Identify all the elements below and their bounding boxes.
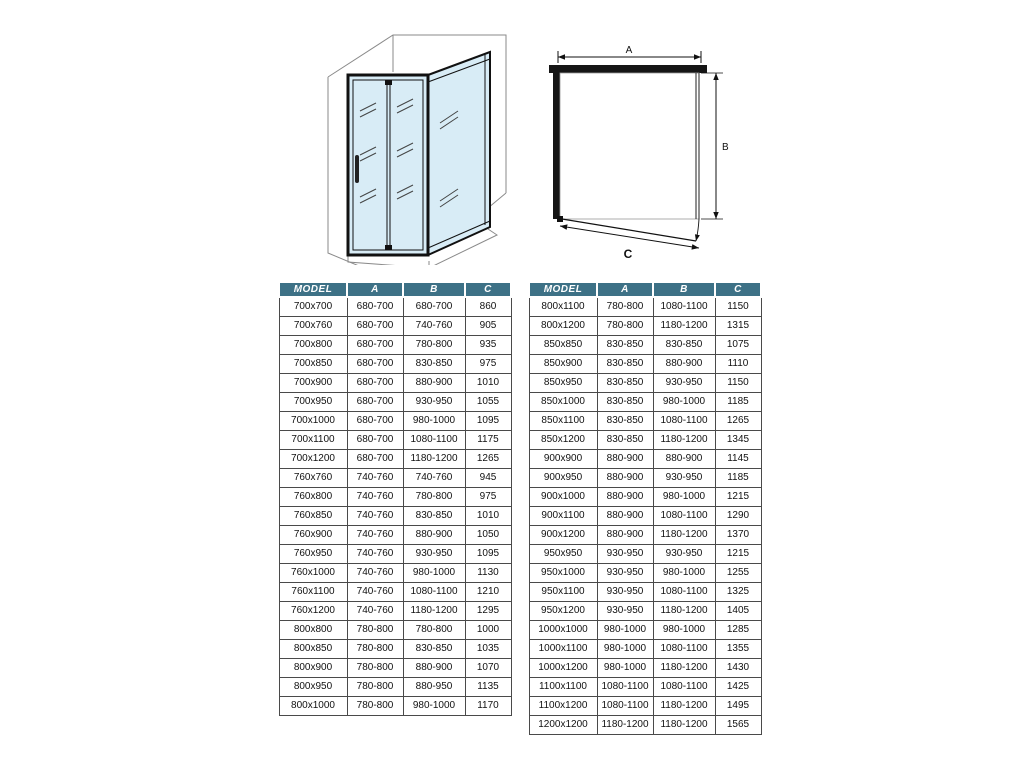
model-cell: 1000x1000 [529, 620, 597, 639]
dimension-a-label: A [625, 45, 633, 56]
a-cell: 740-760 [347, 506, 403, 525]
table-row [529, 411, 761, 430]
a-cell: 930-950 [597, 544, 653, 563]
a-cell: 930-950 [597, 601, 653, 620]
size-table-right [528, 281, 762, 735]
column-header-model: MODEL [279, 282, 347, 297]
a-cell: 830-850 [597, 335, 653, 354]
table-row [279, 430, 511, 449]
side-glass-panel [428, 52, 490, 255]
model-cell: 850x850 [529, 335, 597, 354]
model-cell: 850x950 [529, 373, 597, 392]
table-row [529, 544, 761, 563]
b-cell: 1080-1100 [653, 582, 715, 601]
b-cell: 1180-1200 [653, 696, 715, 715]
model-cell: 950x1200 [529, 601, 597, 620]
left-wall-profile [553, 73, 560, 219]
door-handle [355, 155, 359, 183]
b-cell: 980-1000 [653, 620, 715, 639]
a-cell: 680-700 [347, 335, 403, 354]
c-cell: 1150 [715, 297, 761, 316]
b-cell: 1180-1200 [403, 601, 465, 620]
table-row [279, 316, 511, 335]
b-cell: 1180-1200 [653, 715, 715, 734]
a-cell: 780-800 [347, 696, 403, 715]
table-row [529, 677, 761, 696]
dimension-b-label: B [722, 142, 729, 153]
model-cell: 900x1000 [529, 487, 597, 506]
a-cell: 680-700 [347, 373, 403, 392]
b-cell: 930-950 [653, 468, 715, 487]
c-cell: 1265 [465, 449, 511, 468]
table-row [529, 487, 761, 506]
c-cell: 905 [465, 316, 511, 335]
c-cell: 1295 [465, 601, 511, 620]
table-row [529, 316, 761, 335]
size-table-left [278, 281, 512, 716]
a-cell: 980-1000 [597, 620, 653, 639]
b-cell: 880-900 [403, 658, 465, 677]
table-row [279, 392, 511, 411]
a-cell: 780-800 [347, 677, 403, 696]
b-cell: 880-900 [403, 525, 465, 544]
model-cell: 700x1200 [279, 449, 347, 468]
c-cell: 1185 [715, 392, 761, 411]
c-cell: 1010 [465, 506, 511, 525]
a-cell: 880-900 [597, 525, 653, 544]
table-row [529, 449, 761, 468]
model-cell: 760x900 [279, 525, 347, 544]
model-cell: 760x800 [279, 487, 347, 506]
c-cell: 1355 [715, 639, 761, 658]
table-row [529, 525, 761, 544]
table-row [279, 601, 511, 620]
table-row [529, 297, 761, 316]
model-cell: 700x1100 [279, 430, 347, 449]
a-cell: 740-760 [347, 563, 403, 582]
table-row [279, 677, 511, 696]
a-cell: 740-760 [347, 487, 403, 506]
c-cell: 1075 [715, 335, 761, 354]
table-row [529, 696, 761, 715]
c-cell: 1255 [715, 563, 761, 582]
column-header-a: A [347, 282, 403, 297]
c-cell: 1050 [465, 525, 511, 544]
a-cell: 780-800 [597, 316, 653, 335]
c-cell: 1345 [715, 430, 761, 449]
model-cell: 760x1100 [279, 582, 347, 601]
c-cell: 1070 [465, 658, 511, 677]
model-cell: 700x800 [279, 335, 347, 354]
b-cell: 1180-1200 [653, 601, 715, 620]
c-cell: 1425 [715, 677, 761, 696]
table-row [529, 658, 761, 677]
a-cell: 680-700 [347, 316, 403, 335]
b-cell: 1080-1100 [653, 677, 715, 696]
table-row [529, 392, 761, 411]
model-cell: 1200x1200 [529, 715, 597, 734]
table-row [529, 639, 761, 658]
a-cell: 930-950 [597, 582, 653, 601]
table-row [279, 487, 511, 506]
b-cell: 1180-1200 [403, 449, 465, 468]
model-cell: 700x900 [279, 373, 347, 392]
b-cell: 1080-1100 [653, 506, 715, 525]
a-cell: 930-950 [597, 563, 653, 582]
table-row [279, 525, 511, 544]
a-cell: 830-850 [597, 373, 653, 392]
model-cell: 850x1200 [529, 430, 597, 449]
a-cell: 980-1000 [597, 639, 653, 658]
a-cell: 680-700 [347, 392, 403, 411]
model-cell: 760x760 [279, 468, 347, 487]
b-cell: 880-950 [403, 677, 465, 696]
a-cell: 830-850 [597, 392, 653, 411]
b-cell: 1180-1200 [653, 525, 715, 544]
model-cell: 800x1100 [529, 297, 597, 316]
b-cell: 930-950 [653, 373, 715, 392]
a-cell: 740-760 [347, 544, 403, 563]
b-cell: 830-850 [403, 354, 465, 373]
c-cell: 1265 [715, 411, 761, 430]
b-cell: 980-1000 [403, 696, 465, 715]
top-view-dimension-diagram [533, 45, 743, 260]
isometric-enclosure-drawing [298, 15, 513, 265]
table-header-row [279, 282, 511, 297]
dimension-c [560, 226, 699, 260]
b-cell: 830-850 [653, 335, 715, 354]
bifold-door-frame [348, 75, 428, 255]
table-row [279, 335, 511, 354]
a-cell: 880-900 [597, 468, 653, 487]
c-cell: 1110 [715, 354, 761, 373]
table-row [529, 335, 761, 354]
a-cell: 680-700 [347, 430, 403, 449]
table-row [529, 620, 761, 639]
a-cell: 680-700 [347, 449, 403, 468]
b-cell: 830-850 [403, 639, 465, 658]
a-cell: 880-900 [597, 449, 653, 468]
model-cell: 760x950 [279, 544, 347, 563]
table-row [529, 582, 761, 601]
dimension-c-label: C [623, 247, 633, 260]
c-cell: 1145 [715, 449, 761, 468]
c-cell: 1315 [715, 316, 761, 335]
model-cell: 760x1000 [279, 563, 347, 582]
table-row [529, 563, 761, 582]
top-wall-profile [549, 65, 707, 73]
a-cell: 740-760 [347, 601, 403, 620]
model-cell: 850x1000 [529, 392, 597, 411]
b-cell: 780-800 [403, 335, 465, 354]
a-cell: 880-900 [597, 487, 653, 506]
model-cell: 700x1000 [279, 411, 347, 430]
a-cell: 740-760 [347, 525, 403, 544]
table-row [279, 582, 511, 601]
model-cell: 700x950 [279, 392, 347, 411]
b-cell: 830-850 [403, 506, 465, 525]
model-cell: 700x850 [279, 354, 347, 373]
column-header-b: B [403, 282, 465, 297]
c-cell: 1095 [465, 544, 511, 563]
a-cell: 980-1000 [597, 658, 653, 677]
c-cell: 1370 [715, 525, 761, 544]
column-header-a: A [597, 282, 653, 297]
a-cell: 880-900 [597, 506, 653, 525]
b-cell: 980-1000 [403, 411, 465, 430]
c-cell: 1565 [715, 715, 761, 734]
b-cell: 980-1000 [653, 487, 715, 506]
table-row [279, 373, 511, 392]
a-cell: 830-850 [597, 411, 653, 430]
table-row [279, 468, 511, 487]
model-cell: 800x950 [279, 677, 347, 696]
b-cell: 930-950 [653, 544, 715, 563]
c-cell: 1210 [465, 582, 511, 601]
c-cell: 1130 [465, 563, 511, 582]
model-cell: 760x850 [279, 506, 347, 525]
model-cell: 760x1200 [279, 601, 347, 620]
b-cell: 930-950 [403, 392, 465, 411]
c-cell: 1175 [465, 430, 511, 449]
a-cell: 780-800 [597, 297, 653, 316]
b-cell: 680-700 [403, 297, 465, 316]
table-row [529, 601, 761, 620]
model-cell: 900x900 [529, 449, 597, 468]
b-cell: 930-950 [403, 544, 465, 563]
c-cell: 1150 [715, 373, 761, 392]
model-cell: 900x950 [529, 468, 597, 487]
table-row [279, 354, 511, 373]
b-cell: 980-1000 [653, 563, 715, 582]
a-cell: 780-800 [347, 658, 403, 677]
model-cell: 800x850 [279, 639, 347, 658]
enclosure-footprint [560, 73, 699, 219]
b-cell: 740-760 [403, 316, 465, 335]
b-cell: 1080-1100 [653, 639, 715, 658]
a-cell: 1080-1100 [597, 677, 653, 696]
b-cell: 1180-1200 [653, 658, 715, 677]
b-cell: 1180-1200 [653, 430, 715, 449]
hinge-bottom [385, 245, 392, 250]
table-row [529, 373, 761, 392]
c-cell: 1285 [715, 620, 761, 639]
model-cell: 950x1000 [529, 563, 597, 582]
c-cell: 1010 [465, 373, 511, 392]
model-cell: 800x800 [279, 620, 347, 639]
c-cell: 1135 [465, 677, 511, 696]
c-cell: 1170 [465, 696, 511, 715]
b-cell: 740-760 [403, 468, 465, 487]
c-cell: 935 [465, 335, 511, 354]
a-cell: 740-760 [347, 468, 403, 487]
b-cell: 780-800 [403, 487, 465, 506]
a-cell: 780-800 [347, 620, 403, 639]
model-cell: 900x1100 [529, 506, 597, 525]
model-cell: 1100x1100 [529, 677, 597, 696]
a-cell: 740-760 [347, 582, 403, 601]
table-row [529, 430, 761, 449]
dimension-a [558, 45, 701, 63]
c-cell: 945 [465, 468, 511, 487]
c-cell: 1215 [715, 544, 761, 563]
a-cell: 1180-1200 [597, 715, 653, 734]
b-cell: 880-900 [653, 354, 715, 373]
a-cell: 830-850 [597, 354, 653, 373]
c-cell: 975 [465, 487, 511, 506]
a-cell: 680-700 [347, 354, 403, 373]
b-cell: 880-900 [403, 373, 465, 392]
model-cell: 850x1100 [529, 411, 597, 430]
model-cell: 1100x1200 [529, 696, 597, 715]
table-row [279, 449, 511, 468]
c-cell: 1215 [715, 487, 761, 506]
b-cell: 1080-1100 [653, 297, 715, 316]
a-cell: 680-700 [347, 297, 403, 316]
column-header-c: C [715, 282, 761, 297]
table-row [279, 620, 511, 639]
b-cell: 980-1000 [653, 392, 715, 411]
c-cell: 1035 [465, 639, 511, 658]
table-header-row [529, 282, 761, 297]
model-cell: 1000x1200 [529, 658, 597, 677]
b-cell: 1180-1200 [653, 316, 715, 335]
b-cell: 880-900 [653, 449, 715, 468]
c-cell: 1000 [465, 620, 511, 639]
table-row [279, 639, 511, 658]
column-header-model: MODEL [529, 282, 597, 297]
column-header-b: B [653, 282, 715, 297]
table-row [279, 411, 511, 430]
c-cell: 975 [465, 354, 511, 373]
c-cell: 1405 [715, 601, 761, 620]
c-cell: 860 [465, 297, 511, 316]
table-row [279, 696, 511, 715]
table-row [279, 506, 511, 525]
b-cell: 980-1000 [403, 563, 465, 582]
table-row [279, 297, 511, 316]
table-row [279, 544, 511, 563]
c-cell: 1430 [715, 658, 761, 677]
b-cell: 1080-1100 [653, 411, 715, 430]
model-cell: 700x760 [279, 316, 347, 335]
model-cell: 700x700 [279, 297, 347, 316]
model-cell: 850x900 [529, 354, 597, 373]
model-cell: 800x1000 [279, 696, 347, 715]
c-cell: 1055 [465, 392, 511, 411]
c-cell: 1290 [715, 506, 761, 525]
a-cell: 680-700 [347, 411, 403, 430]
hinge-top [385, 80, 392, 85]
table-row [279, 563, 511, 582]
dimension-b [701, 73, 729, 219]
model-cell: 1000x1100 [529, 639, 597, 658]
b-cell: 1080-1100 [403, 430, 465, 449]
table-row [529, 506, 761, 525]
c-cell: 1095 [465, 411, 511, 430]
column-header-c: C [465, 282, 511, 297]
table-row [529, 354, 761, 373]
a-cell: 780-800 [347, 639, 403, 658]
a-cell: 1080-1100 [597, 696, 653, 715]
c-cell: 1185 [715, 468, 761, 487]
c-cell: 1325 [715, 582, 761, 601]
c-cell: 1495 [715, 696, 761, 715]
b-cell: 780-800 [403, 620, 465, 639]
model-cell: 950x950 [529, 544, 597, 563]
model-cell: 800x900 [279, 658, 347, 677]
b-cell: 1080-1100 [403, 582, 465, 601]
table-row [279, 658, 511, 677]
model-cell: 800x1200 [529, 316, 597, 335]
table-row [529, 715, 761, 734]
model-cell: 900x1200 [529, 525, 597, 544]
table-row [529, 468, 761, 487]
a-cell: 830-850 [597, 430, 653, 449]
model-cell: 950x1100 [529, 582, 597, 601]
